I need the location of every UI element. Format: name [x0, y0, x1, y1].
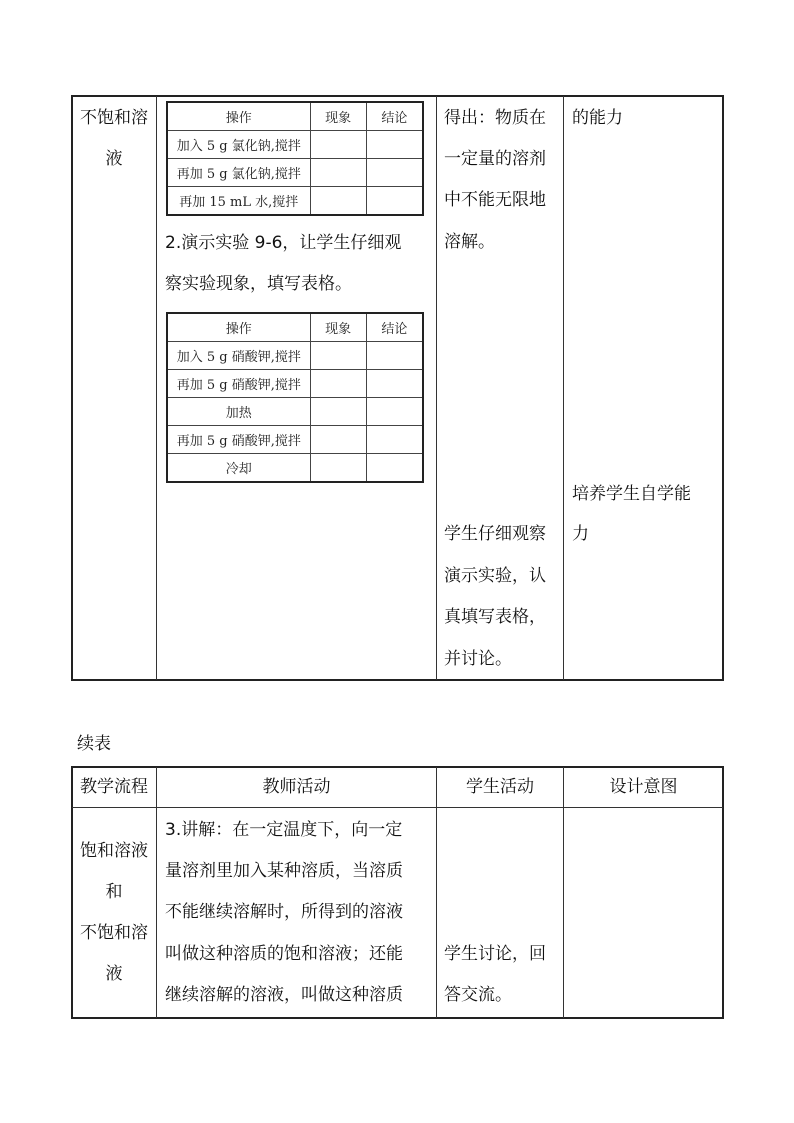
top-table-divider-2 [436, 96, 437, 680]
phenomenon-cell [310, 187, 366, 216]
teacher-line-1: 3.讲解：在一定温度下，向一定 [165, 820, 403, 840]
bottom-flow-line-3: 不饱和溶 [80, 923, 148, 943]
student-observe-line-2: 演示实验，认 [444, 566, 546, 586]
table-row [167, 159, 423, 187]
design-self-study-line-1: 培养学生自学能 [572, 484, 691, 504]
table-row [167, 131, 423, 159]
bottom-table-header-rule [72, 807, 723, 808]
phenomenon-cell [310, 398, 366, 426]
table-header-row [167, 313, 423, 342]
conclusion-cell [366, 187, 423, 216]
phenomenon-cell [310, 159, 366, 187]
teacher-line-2: 量溶剂里加入某种溶质，当溶质 [165, 861, 403, 881]
conclusion-cell [366, 398, 423, 426]
student-conclusion-line-2: 一定量的溶剂 [444, 149, 546, 169]
operation-cell: 冷却 [167, 454, 310, 483]
bottom-table-divider-3 [563, 767, 564, 1018]
teacher-line-5: 继续溶解的溶液，叫做这种溶质 [165, 985, 403, 1005]
header-teacher-activity: 教师活动 [262, 777, 331, 797]
student-observe-line-3: 真填写表格， [444, 607, 546, 627]
bottom-student-line-1: 学生讨论，回 [444, 944, 546, 964]
conclusion-cell [366, 454, 423, 483]
step2-line-2: 察实验现象，填写表格。 [165, 274, 352, 294]
top-flow-line-1: 不饱和溶 [80, 108, 148, 128]
operation-cell: 加入 5 g 氯化钠,搅拌 [167, 131, 310, 159]
operation-cell: 加入 5 g 硝酸钾,搅拌 [167, 342, 310, 370]
header-phenomenon: 现象 [310, 102, 366, 131]
teacher-line-4: 叫做这种溶质的饱和溶液；还能 [165, 944, 403, 964]
phenomenon-cell [310, 370, 366, 398]
conclusion-cell [366, 159, 423, 187]
table-row [167, 342, 423, 370]
bottom-student-line-2: 答交流。 [444, 985, 512, 1005]
experiment-table-kno3 [166, 312, 424, 483]
design-self-study-line-2: 力 [572, 524, 589, 544]
table-row [167, 370, 423, 398]
header-design-intent: 设计意图 [609, 777, 678, 797]
experiment-table-nacl [166, 101, 424, 216]
phenomenon-cell [310, 342, 366, 370]
phenomenon-cell [310, 131, 366, 159]
student-conclusion-line-4: 溶解。 [444, 232, 495, 252]
conclusion-cell [366, 131, 423, 159]
header-teaching-flow: 教学流程 [80, 777, 148, 797]
table-row [167, 454, 423, 483]
conclusion-cell [366, 370, 423, 398]
student-observe-line-4: 并讨论。 [444, 649, 512, 669]
operation-cell: 再加 5 g 硝酸钾,搅拌 [167, 370, 310, 398]
header-conclusion: 结论 [366, 102, 423, 131]
operation-cell: 加热 [167, 398, 310, 426]
continued-label: 续表 [77, 734, 111, 754]
table-header-row [167, 102, 423, 131]
top-flow-line-2: 液 [105, 149, 123, 169]
phenomenon-cell [310, 454, 366, 483]
conclusion-cell [366, 342, 423, 370]
header-operation: 操作 [167, 102, 310, 131]
table-row [167, 426, 423, 454]
bottom-table-divider-1 [156, 767, 157, 1018]
operation-cell: 再加 15 mL 水,搅拌 [167, 187, 310, 216]
header-operation: 操作 [167, 313, 310, 342]
header-phenomenon: 现象 [310, 313, 366, 342]
top-table-divider-3 [563, 96, 564, 680]
phenomenon-cell [310, 426, 366, 454]
table-row [167, 398, 423, 426]
header-student-activity: 学生活动 [466, 777, 534, 797]
student-observe-line-1: 学生仔细观察 [444, 524, 546, 544]
operation-cell: 再加 5 g 氯化钠,搅拌 [167, 159, 310, 187]
student-conclusion-line-3: 中不能无限地 [444, 190, 546, 210]
teacher-line-3: 不能继续溶解时，所得到的溶液 [165, 902, 403, 922]
step2-line-1: 2.演示实验 9-6，让学生仔细观 [165, 233, 402, 253]
top-table-divider-1 [156, 96, 157, 680]
student-conclusion-line-1: 得出：物质在 [444, 108, 546, 128]
bottom-flow-line-1: 饱和溶液 [80, 841, 148, 861]
table-row [167, 187, 423, 216]
bottom-table [71, 766, 724, 1019]
conclusion-cell [366, 426, 423, 454]
bottom-flow-line-4: 液 [105, 964, 123, 984]
header-conclusion: 结论 [366, 313, 423, 342]
operation-cell: 再加 5 g 硝酸钾,搅拌 [167, 426, 310, 454]
bottom-table-divider-2 [436, 767, 437, 1018]
bottom-flow-line-2: 和 [105, 882, 123, 902]
design-ability-text: 的能力 [572, 108, 623, 128]
